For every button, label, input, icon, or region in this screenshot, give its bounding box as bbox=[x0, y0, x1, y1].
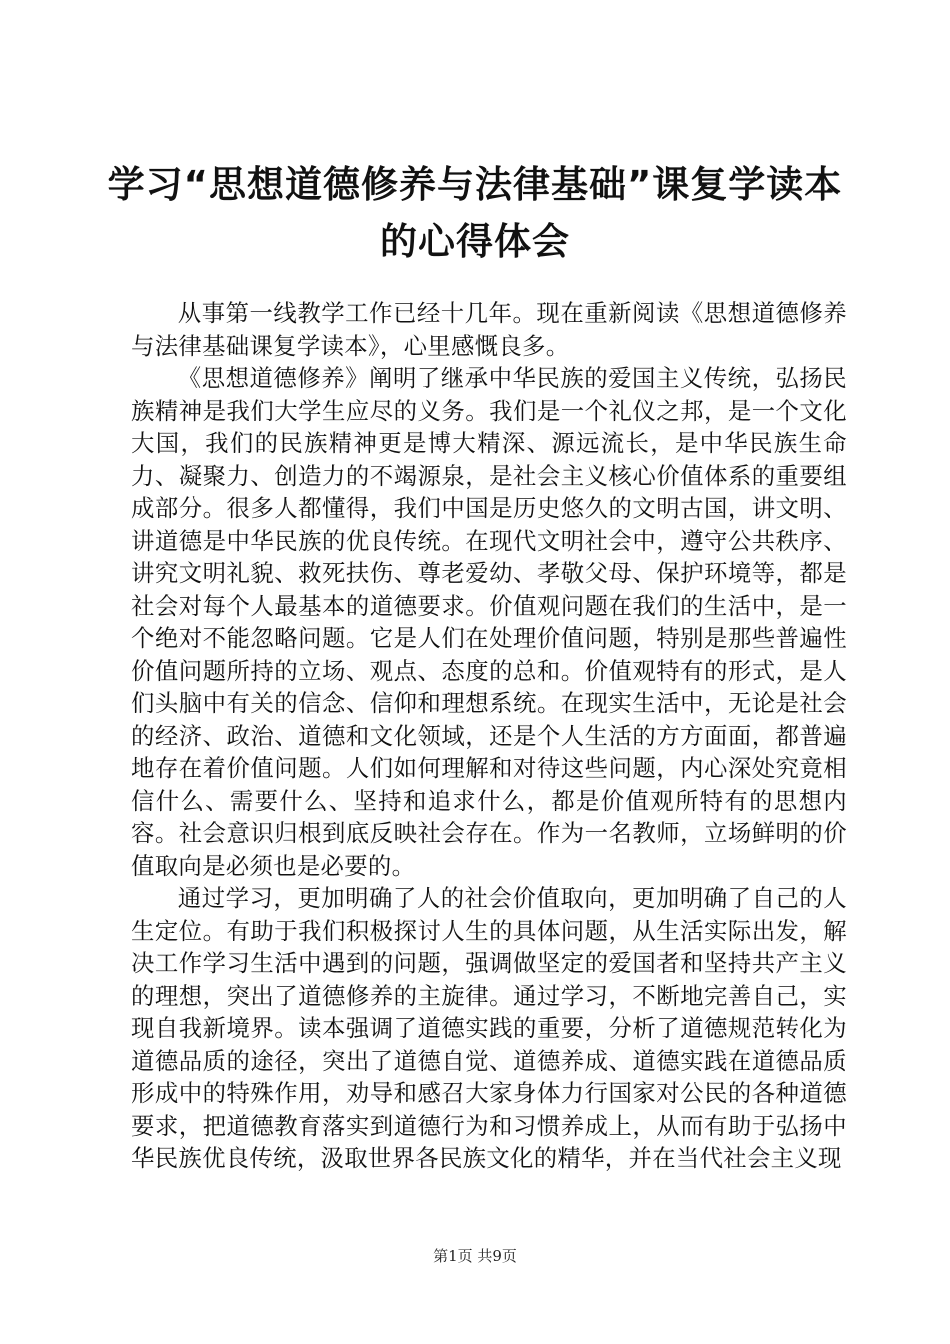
paragraph-2: 《思想道德修养》阐明了继承中华民族的爱国主义传统，弘扬民族精神是我们大学生应尽的义务。我们是一个礼仪之邦，是一个文化大国，我们的民族精神更是博大精深、源远流长，是中华民族生命力、凝聚力、创造力的不竭源泉，是社会主义核心价值体系的重要组成部分。很多人都懂得，我们中国是历史悠久的文明古国，讲文明、讲道德是中华民族的优良传统。在现代文明社会中，遵守公共秩序、讲究文明礼貌、救死扶伤、尊老爱幼、孝敬父母、保护环境等，都是社会对每个人最基本的道德要求。价值观问题在我们的生活中，是一个绝对不能忽略问题。它是人们在处理价值问题，特别是那些普遍性价值问题所持的立场、观点、态度的总和。价值观特有的形式，是人们头脑中有关的信念、信仰和理想系统。在现实生活中，无论是社会的经济、政治、道德和文化领域，还是个人生活的方方面面，都普遍地存在着价值问题。人们如何理解和对待这些问题，内心深处究竟相信什么、需要什么、坚持和追求什么，都是价值观所特有的思想内容。社会意识归根到底反映社会存在。作为一名教师，立场鲜明的价值取向是必须也是必要的。 bbox=[131, 364, 847, 880]
paragraph-1: 从事第一线教学工作已经十几年。现在重新阅读《思想道德修养与法律基础课复学读本》，心里感慨良多。 bbox=[131, 299, 847, 360]
paragraph-3: 通过学习，更加明确了人的社会价值取向，更加明确了自己的人生定位。有助于我们积极探讨人生的具体问题，从生活实际出发，解决工作学习生活中遇到的问题，强调做坚定的爱国者和坚持共产主义的理想，突出了道德修养的主旋律。通过学习，不断地完善自己，实现自我新境界。读本强调了道德实践的重要，分析了道德规范转化为道德品质的途径，突出了道德自觉、道德养成、道德实践在道德品质形成中的特殊作用，劝导和感召大家身体力行国家对公民的各种道德要求，把道德教育落实到道德行为和习惯养成上，从而有助于弘扬中华民族优良传统，汲取世界各民族文化的精华，并在当代社会主义现 bbox=[131, 884, 847, 1172]
document-title-line-1: 学习“思想道德修养与法律基础”课复学读本 bbox=[107, 163, 843, 206]
document-title-line-2: 的心得体会 bbox=[380, 220, 570, 263]
page-number-footer: 第1页 共9页 bbox=[433, 1247, 517, 1265]
document-body bbox=[131, 297, 847, 1175]
